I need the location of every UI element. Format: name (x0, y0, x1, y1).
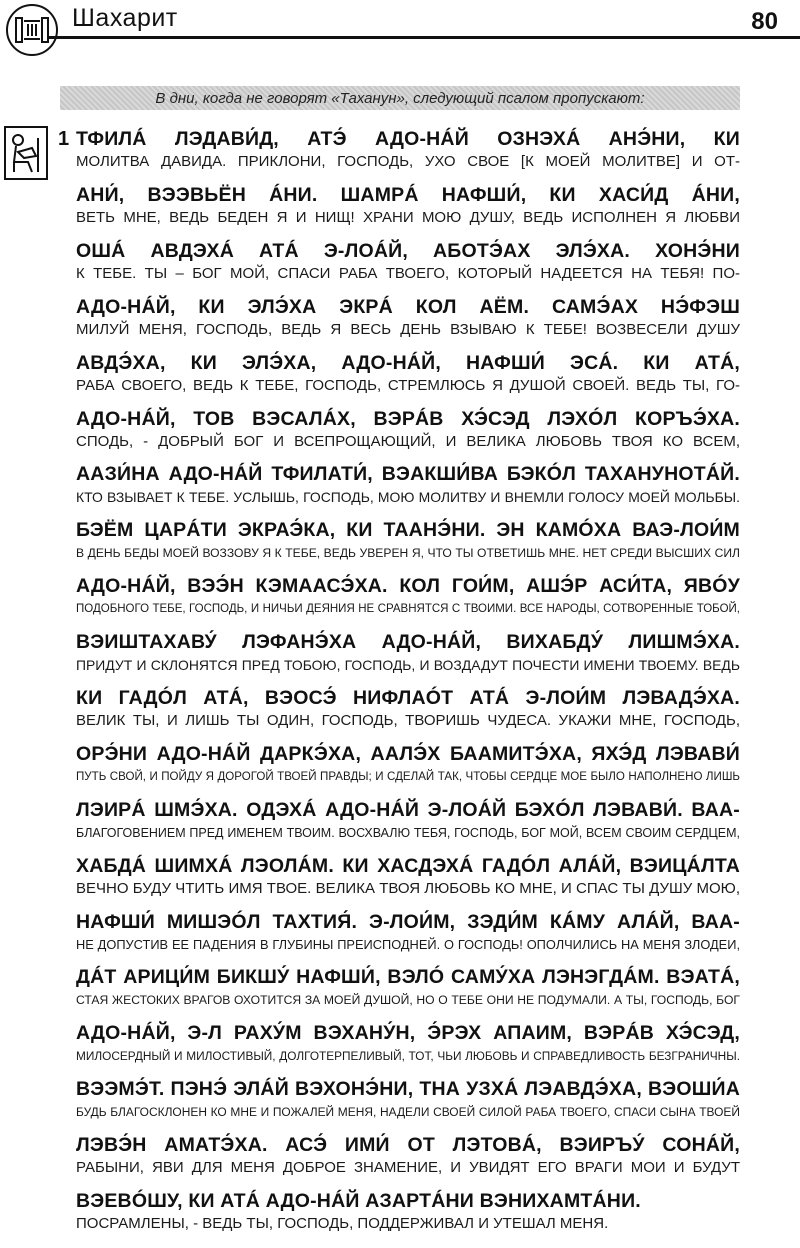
text-line-pair (76, 461, 740, 517)
text-line-pair (76, 1076, 740, 1132)
transliteration-line: ХАБДÁ ШИМХÁ ЛЭОЛÁМ. КИ ХАСДЭХÁ ГАДÓЛ АЛÁЙ, ВЭИЦÁЛТА (76, 854, 740, 877)
translation-line: БУДЬ БЛАГОСКЛОНЕН КО МНЕ И ПОЖАЛЕЙ МЕНЯ, НАДЕЛИ СВОЕЙ СИЛОЙ РАБА ТВОЕГО, СПАСИ СЫНА ТВОЕЙ (76, 1105, 740, 1120)
verse-number: 1 (58, 128, 70, 150)
translation-line: В ДЕНЬ БЕДЫ МОЕЙ ВОЗЗОВУ Я К ТЕБЕ, ВЕДЬ УВЕРЕН Я, ЧТО ТЫ ОТВЕТИШЬ МНЕ. НЕТ СРЕДИ ВЫСШИХ СИЛ (76, 546, 740, 561)
transliteration-line: ВЭЭМЭ́Т. ПЭНЭ́ ЭЛÁЙ ВЭХОНЭ́НИ, ТНА УЗХÁ ЛЭАВДЭ́ХА, ВЭОШИ́А (76, 1078, 740, 1101)
translation-line: БЛАГОГОВЕНИЕМ ПРЕД ИМЕНЕМ ТВОИМ. ВОСХВАЛЮ ТЕБЯ, ГОСПОДЬ, БОГ МОЙ, ВСЕМ СВОИМ СЕРДЦЕМ, (76, 825, 740, 840)
translation-line: РАБЫНИ, ЯВИ ДЛЯ МЕНЯ ДОБРОЕ ЗНАМЕНИЕ, И УВИДЯТ ЕГО ВРАГИ МОИ И БУДУТ (76, 1159, 740, 1177)
translation-line: К ТЕБЕ. ТЫ – БОГ МОЙ, СПАСИ РАБА ТВОЕГО, КОТОРЫЙ НАДЕЕТСЯ НА ТЕБЯ! ПО- (76, 264, 740, 282)
text-line-pair (76, 1020, 740, 1076)
transliteration-line: НАФШИ́ МИШЭÓЛ ТАХТИЯ́. Э-ЛОИ́М, ЗЭДИ́М КÁМУ АЛÁЙ, ВАА- (76, 910, 740, 933)
transliteration-line: ДÁТ АРИЦИ́М БИКШУ́ НАФШИ́, ВЭЛÓ САМУ́ХА ЛЭНЭГДÁМ. ВЭАТÁ, (76, 966, 740, 989)
text-line-pair (76, 350, 740, 406)
text-line-pair (76, 909, 740, 965)
text-line-pair (76, 629, 740, 685)
page-number: 80 (751, 8, 778, 35)
text-line-pair (76, 517, 740, 573)
reading-person-icon (4, 126, 48, 180)
text-line-pair (76, 797, 740, 853)
text-line-pair (76, 182, 740, 238)
page-title: Шахарит (72, 4, 178, 32)
text-line-pair (76, 1132, 740, 1188)
translation-line: СПОДЬ, - ДОБРЫЙ БОГ И ВСЕПРОЩАЮЩИЙ, И ВЕЛИКА ЛЮБОВЬ ТВОЯ КО ВСЕМ, (76, 432, 740, 450)
text-line-pair (76, 573, 740, 629)
text-line-pair (76, 685, 740, 741)
translation-line: ВЕТЬ МНЕ, ВЕДЬ БЕДЕН Я И НИЩ! ХРАНИ МОЮ ДУШУ, ВЕДЬ ИСПОЛНЕН Я ЛЮБВИ (76, 209, 740, 226)
transliteration-line: ЛЭВЭ́Н АМАТЭ́ХА. АСЭ́ ИМИ́ ОТ ЛЭТОВÁ, ВЭИРЪУ́ СОНÁЙ, (76, 1134, 740, 1157)
header-rule (48, 36, 800, 39)
translation-line: ПРИДУТ И СКЛОНЯТСЯ ПРЕД ТОБОЮ, ГОСПОДЬ, И ВОЗДАДУТ ПОЧЕСТИ ИМЕНИ ТВОЕМУ. ВЕДЬ (76, 657, 740, 674)
text-line-pair (76, 741, 740, 797)
text-line-pair (76, 126, 740, 182)
transliteration-line: ОШÁ АВДЭХÁ АТÁ Э-ЛОÁЙ, АБОТЭ́АХ ЭЛЭ́ХА. ХОНЭ́НИ (76, 239, 740, 262)
text-line-pair (76, 853, 740, 909)
translation-line: ПОСРАМЛЕНЫ, - ВЕДЬ ТЫ, ГОСПОДЬ, ПОДДЕРЖИВАЛ И УТЕШАЛ МЕНЯ. (76, 1215, 609, 1233)
transliteration-line: АДО-НÁЙ, ВЭЭ́Н КЭМААСЭ́ХА. КОЛ ГОИ́М, АШЭ́Р АСИ́ТА, ЯВÓУ (76, 575, 740, 598)
transliteration-line: АВДЭ́ХА, КИ ЭЛЭ́ХА, АДО-НÁЙ, НАФШИ́ ЭСÁ. КИ АТÁ, (76, 351, 740, 374)
translation-line: РАБА СВОЕГО, ВЕДЬ К ТЕБЕ, ГОСПОДЬ, СТРЕМЛЮСЬ Я ДУШОЙ СВОЕЙ. ВЕДЬ ТЫ, ГО- (76, 376, 740, 394)
transliteration-line: АДО-НÁЙ, Э-Л РАХУ́М ВЭХАНУ́Н, Э́РЭХ АПАИМ, ВЭРÁВ ХЭ́СЭД, (76, 1022, 740, 1045)
text-line-pair (76, 964, 740, 1020)
translation-line: ПОДОБНОГО ТЕБЕ, ГОСПОДЬ, И НИЧЬИ ДЕЯНИЯ НЕ СРАВНЯТСЯ С ТВОИМИ. ВСЕ НАРОДЫ, СОТВОРЕННЫЕ ТОБОЙ, (76, 603, 740, 616)
translation-line: ВЕЧНО БУДУ ЧТИТЬ ИМЯ ТВОЕ. ВЕЛИКА ТВОЯ ЛЮБОВЬ КО МНЕ, И СПАС ТЫ ДУШУ МОЮ, (76, 879, 740, 897)
text-line-pair (76, 406, 740, 462)
transliteration-line: ВЭИШТАХАВУ́ ЛЭФАНЭ́ХА АДО-НÁЙ, ВИХАБДУ́ ЛИШМЭ́ХА. (76, 631, 740, 654)
page-header (0, 0, 800, 48)
transliteration-line: АДО-НÁЙ, ТОВ ВЭСАЛÁХ, ВЭРÁВ ХЭ́СЭД ЛЭХÓЛ КОРЪЭ́ХА. (76, 407, 740, 430)
transliteration-line: ЛЭИРÁ ШМЭ́ХА. ОДЭХÁ АДО-НÁЙ Э-ЛОÁЙ БЭХÓЛ ЛЭВАВИ́. ВАА- (76, 798, 740, 821)
translation-line: КТО ВЗЫВАЕТ К ТЕБЕ. УСЛЫШЬ, ГОСПОДЬ, МОЮ МОЛИТВУ И ВНЕМЛИ ГОЛОСУ МОЕЙ МОЛЬБЫ. (76, 489, 740, 506)
translation-line: МОЛИТВА ДАВИДА. ПРИКЛОНИ, ГОСПОДЬ, УХО СВОЕ [К МОЕЙ МОЛИТВЕ] И ОТ- (76, 153, 740, 170)
transliteration-line: ВЭЕВÓШУ, КИ АТÁ АДО-НÁЙ АЗАРТÁНИ ВЭНИХАМТÁНИ. (76, 1190, 641, 1213)
transliteration-line: АНИ́, ВЭЭВЬЁН ÁНИ. ШАМРÁ НАФШИ́, КИ ХАСИ́Д ÁНИ, (76, 184, 740, 206)
translation-line: СТАЯ ЖЕСТОКИХ ВРАГОВ ОХОТИТСЯ ЗА МОЕЙ ДУШОЙ, НО О ТЕБЕ ОНИ НЕ ПОДУМАЛИ. А ТЫ, ГОСПОДЬ, БОГ (76, 993, 740, 1008)
instruction-note: В дни, когда не говорят «Таханун», следующий псалом пропускают: (60, 86, 740, 110)
text-line-pair (76, 294, 740, 350)
transliteration-line: ТФИЛÁ ЛЭДАВИ́Д, АТЭ́ АДО-НÁЙ ОЗНЭХÁ АНЭ́НИ, КИ (76, 128, 740, 150)
text-line-pair (76, 238, 740, 294)
translation-line: МИЛУЙ МЕНЯ, ГОСПОДЬ, ВЕДЬ Я ВЕСЬ ДЕНЬ ВЗЫВАЮ К ТЕБЕ! ВОЗВЕСЕЛИ ДУШУ (76, 320, 740, 338)
translation-line: ПУТЬ СВОЙ, И ПОЙДУ Я ДОРОГОЙ ТВОЕЙ ПРАВДЫ; И СДЕЛАЙ ТАК, ЧТОБЫ СЕРДЦЕ МОЕ БЫЛО НАПОЛНЕНО ЛИШЬ (76, 770, 740, 783)
transliteration-line: АДО-НÁЙ, КИ ЭЛЭ́ХА ЭКРÁ КОЛ АЁМ. САМЭ́АХ НЭ́ФЭШ (76, 295, 740, 318)
translation-line: МИЛОСЕРДНЫЙ И МИЛОСТИВЫЙ, ДОЛГОТЕРПЕЛИВЫЙ, ТОТ, ЧЬИ ЛЮБОВЬ И СПРАВЕДЛИВОСТЬ БЕЗГРАНИЧНЫ. (76, 1049, 740, 1064)
torah-scroll-logo-icon (6, 4, 58, 56)
text-line-pair (76, 1188, 740, 1244)
translation-line: ВЕЛИК ТЫ, И ЛИШЬ ТЫ ОДИН, ГОСПОДЬ, ТВОРИШЬ ЧУДЕСА. УКАЖИ МНЕ, ГОСПОДЬ, (76, 712, 740, 730)
psalm-text (76, 126, 740, 1244)
transliteration-line: ААЗИ́НА АДО-НÁЙ ТФИЛАТИ́, ВЭАКШИ́ВА БЭКÓЛ ТАХАНУНОТÁЙ. (76, 463, 740, 486)
transliteration-line: БЭЁМ ЦАРÁТИ ЭКРАЭ́КА, КИ ТААНЭ́НИ. ЭН КАМÓХА ВАЭ-ЛОИ́М (76, 519, 740, 542)
transliteration-line: ОРЭ́НИ АДО-НÁЙ ДАРКЭ́ХА, ААЛЭ́Х БААМИТЭ́ХА, ЯХЭ́Д ЛЭВАВИ́ (76, 742, 740, 765)
translation-line: НЕ ДОПУСТИВ ЕЕ ПАДЕНИЯ В ГЛУБИНЫ ПРЕИСПОДНЕЙ. О ГОСПОДЬ! ОПОЛЧИЛИСЬ НА МЕНЯ ЗЛОДЕИ, (76, 936, 740, 952)
transliteration-line: КИ ГАДÓЛ АТÁ, ВЭОСЭ́ НИФЛАÓТ АТÁ Э-ЛОИ́М ЛЭВАДЭ́ХА. (76, 687, 740, 710)
